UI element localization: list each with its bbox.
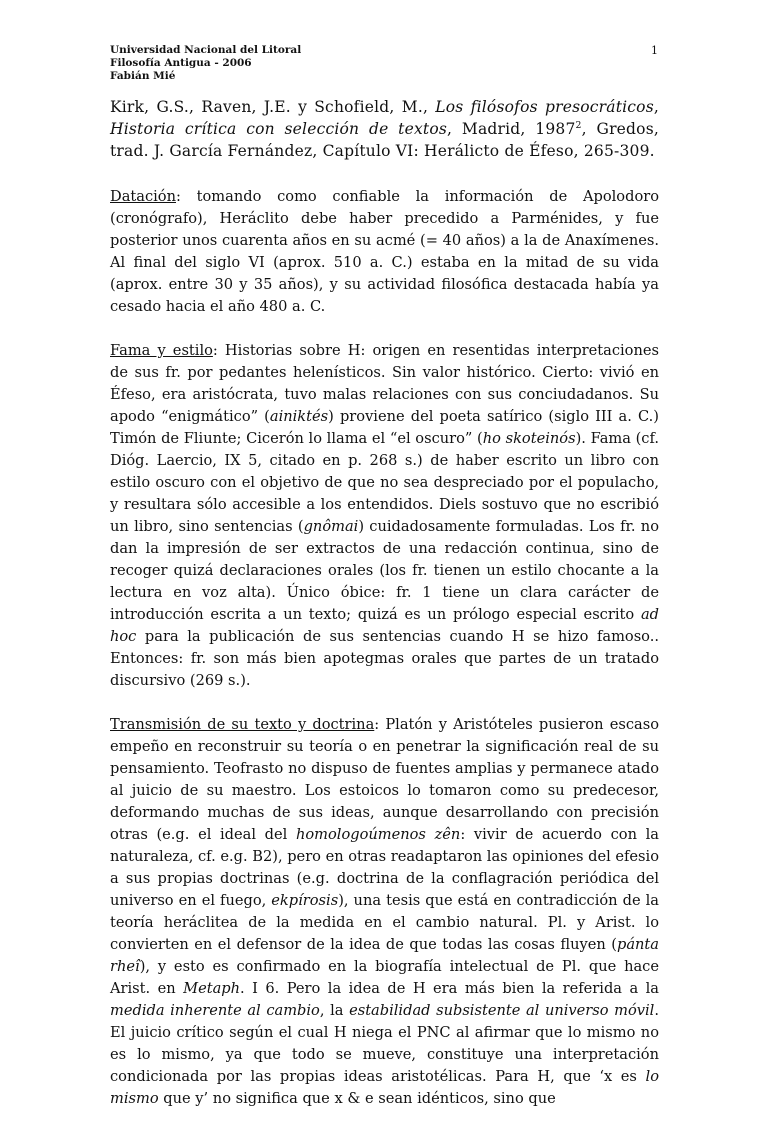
transmision-text-1: : Platón y Aristóteles pusieron escaso empeño en reconstruir su teoría o en penetrar la significación real de su pensamiento. Teofrasto no dispuso de fuentes amplias y permanece atado al juicio de su maestro. Los estoicos lo tomaron como su predecesor, deformando muchas de sus ideas, aunque desarrollando con precisión otras (e.g. el ideal del (110, 716, 659, 843)
fama-term-gnomai: gnômai (303, 518, 359, 535)
fama-text-1: : Historias sobre H: origen en resentidas interpretaciones de sus fr. por pedantes helenísticos. Sin valor histórico. Cierto: vivió en Éfeso, era aristócrata, tuvo malas relaciones con sus conciudadanos. Su apodo “enigmático” ( (110, 342, 659, 425)
fama-text-4: ) cuidadosamente formuladas. Los fr. no dan la impresión de ser extractos de una redacción continua, sino de recoger quizá declaraciones orales (los fr. tienen un estilo chocante a la lectura en voz alta). Único óbice: fr. 1 tiene un clara carácter de introducción escrita a un texto; quizá es un prólogo especial escrito (110, 518, 659, 623)
ref-authors: Kirk, G.S., Raven, J.E. y Schofield, M., (110, 98, 436, 116)
transmision-text-3: ), una tesis que está en contradicción de la teoría heráclitea de la medida en el cambio natural. Pl. y Arist. lo convierten en el defensor de la idea de que todas las cosas fluyen ( (110, 892, 659, 953)
transmision-term-homologoumenos-zen: homologoúmenos zên (295, 826, 461, 843)
header-university: Universidad Nacional del Litoral (110, 44, 302, 56)
ref-separator: , (653, 98, 659, 116)
header-course: Filosofía Antigua - 2006 (110, 57, 252, 69)
fama-term-ad-hoc: ad hoc (110, 606, 659, 645)
transmision-term-estabilidad: estabilidad subsistente al universo móvil (349, 1002, 655, 1019)
ref-book-title: Los filósofos presocráticos (435, 98, 654, 116)
fama-term-ainiktes: ainiktés (269, 408, 329, 425)
fama-text-5: para la publicación de sus sentencias cuando H se hizo famoso.. Entonces: fr. son más bien apotegmas orales que partes de un tratado discursivo (269 s.). (110, 628, 659, 689)
page-header (110, 44, 660, 83)
paragraph-transmision (110, 714, 659, 1110)
header-author: Fabián Mié (110, 70, 176, 82)
transmision-text-2: : vivir de acuerdo con la naturaleza, cf. e.g. B2), pero en otras readaptaron las opiniones del efesio a sus propias doctrinas (e.g. doctrina de la conflagración periódica del universo en el fuego, (110, 826, 660, 909)
transmision-text-6: , la (319, 1002, 350, 1019)
transmision-text-7: . El juicio crítico según el cual H niega el PNC al afirmar que lo mismo no es lo mismo, ya que todo se mueve, constituye una interpretación condicionada por las propias ideas aristotélicas. Para H, que ‘x es (110, 1002, 659, 1085)
section-heading-fama-y-estilo: Fama y estilo (110, 342, 213, 359)
datacion-text: : tomando como confiable la información de Apolodoro (cronógrafo), Heráclito debe haber precedido a Parménides, y fue posterior unos cuarenta años en su acmé (= 40 años) a la de Anaxímenes. Al final del siglo VI (aprox. 510 a. C.) estaba en la mitad de su vida (aprox. entre 30 y 35 años), y su actividad filosófica destacada había ya cesado hacia el año 480 a. C. (110, 188, 659, 315)
page-number: 1 (651, 44, 658, 57)
ref-edition-superscript: 2 (575, 119, 582, 131)
transmision-text-5: . I 6. Pero la idea de H era más bien la referida a la (240, 980, 659, 997)
fama-term-ho-skoteinos: ho skoteinós (482, 430, 576, 447)
paragraph-fama-y-estilo (110, 340, 659, 692)
transmision-text-8: que y’ no significa que x & e sean idénticos, sino que (158, 1090, 556, 1107)
paragraph-datacion (110, 186, 659, 318)
ref-rest: , Gredos, trad. J. García Fernández, Capítulo VI: Herálicto de Éfeso, 265-309. (110, 120, 659, 160)
transmision-term-lo-mismo: lo mismo (110, 1068, 659, 1107)
transmision-term-metaph: Metaph (183, 980, 241, 997)
fama-text-2: ) proviene del poeta satírico (siglo III a. C.) Timón de Fliunte; Cicerón lo llama el “el oscuro” ( (110, 408, 659, 447)
transmision-term-ekpirosis: ekpírosis (271, 892, 339, 909)
transmision-text-4: ), y esto es confirmado en la biografía intelectual de Pl. que hace Arist. en (110, 958, 659, 997)
ref-subtitle: Historia crítica con selección de textos (110, 120, 448, 138)
document-body (110, 96, 659, 1132)
section-heading-datacion: Datación (110, 188, 176, 205)
bibliographic-reference (110, 96, 659, 162)
transmision-term-panta-rhei: pánta rheî (110, 936, 659, 975)
fama-text-3: ). Fama (cf. Dióg. Laercio, IX 5, citado en p. 268 s.) de haber escrito un libro con estilo oscuro con el objetivo de que no sea despreciado por el populacho, y resultara sólo accesible a los entendidos. Diels sostuvo que no escribió un libro, sino sentencias ( (110, 430, 660, 535)
section-heading-transmision: Transmisión de su texto y doctrina (110, 716, 375, 733)
transmision-term-medida: medida inherente al cambio (110, 1002, 320, 1019)
ref-edition: , Madrid, 1987 (447, 120, 576, 138)
